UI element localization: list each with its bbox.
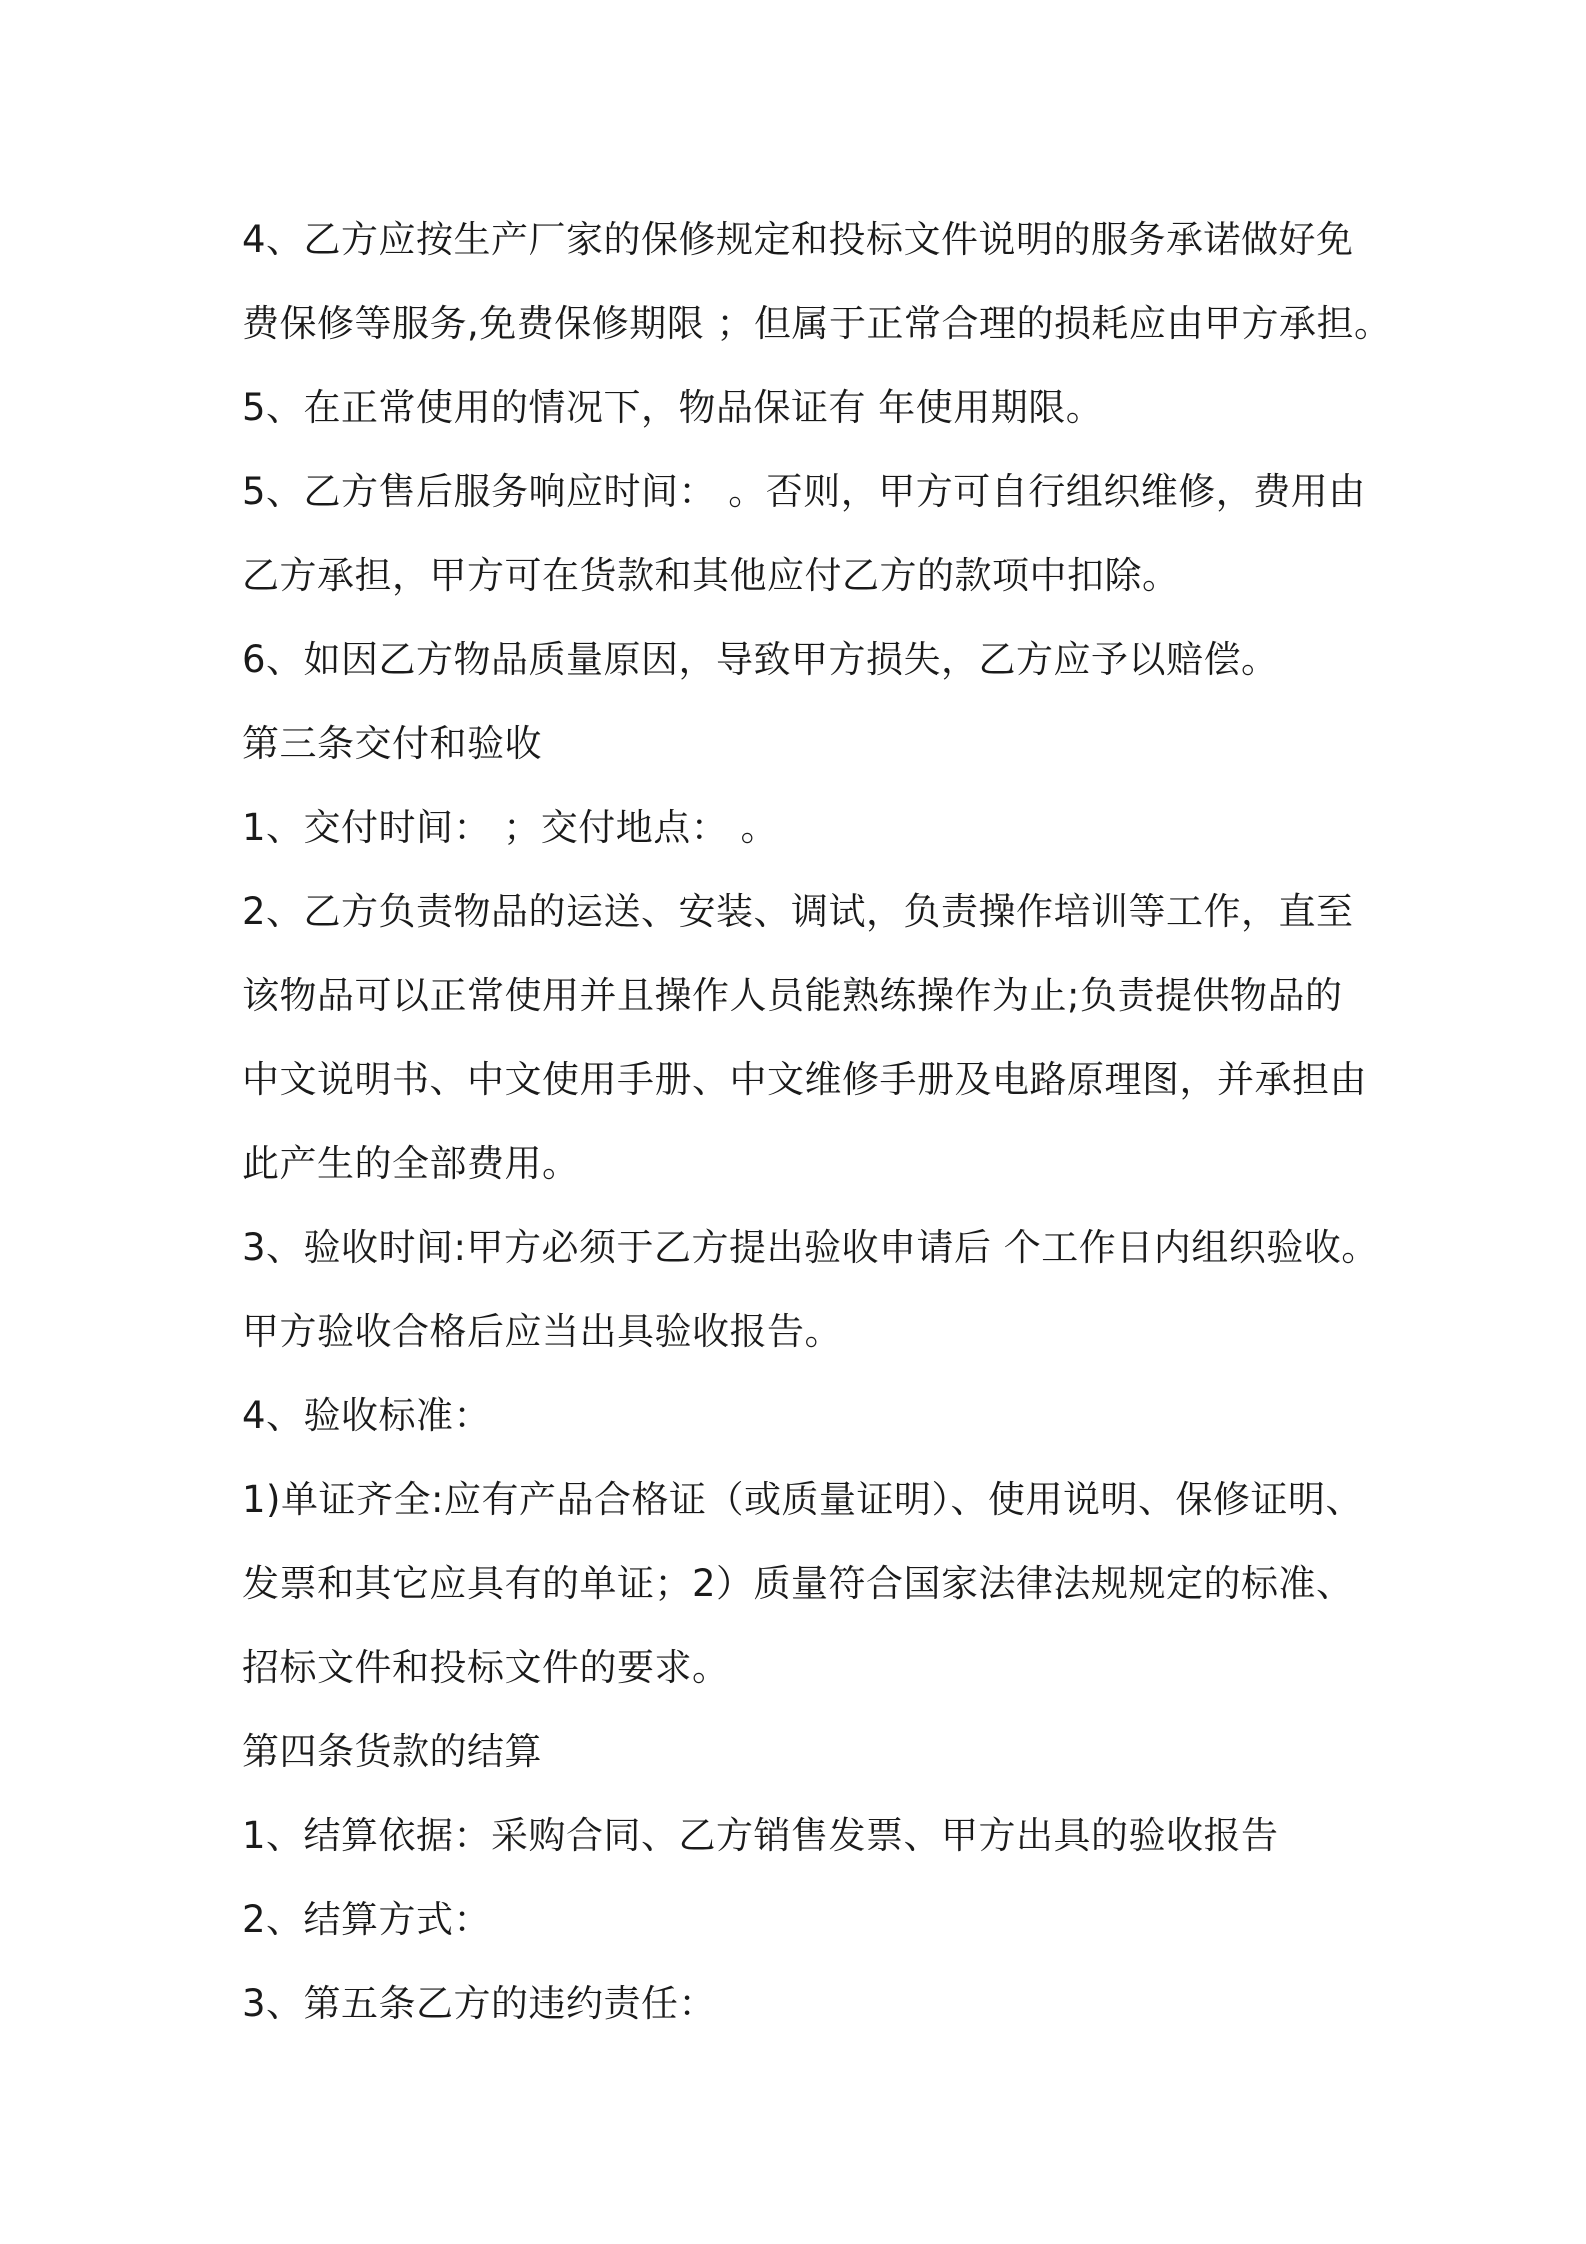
text-line: 5、乙方售后服务响应时间： 。否则，甲方可自行组织维修，费用由 xyxy=(242,470,1366,513)
text-line: 费保修等服务,免费保修期限 ；但属于正常合理的损耗应由甲方承担。 xyxy=(242,302,1392,345)
text-line: 甲方验收合格后应当出具验收报告。 xyxy=(242,1310,842,1353)
text-line: 3、第五条乙方的违约责任： xyxy=(242,1982,717,2025)
text-line: 1、结算依据：采购合同、乙方销售发票、甲方出具的验收报告 xyxy=(242,1814,1279,1857)
text-line: 发票和其它应具有的单证；2）质量符合国家法律法规规定的标准、 xyxy=(242,1562,1354,1605)
text-line: 6、如因乙方物品质量原因，导致甲方损失，乙方应予以赔偿。 xyxy=(242,638,1279,681)
text-line: 4、乙方应按生产厂家的保修规定和投标文件说明的服务承诺做好免 xyxy=(242,218,1354,261)
document-body xyxy=(242,198,1392,2046)
text-line: 1、交付时间： ；交付地点： 。 xyxy=(242,806,779,849)
text-line: 中文说明书、中文使用手册、中文维修手册及电路原理图，并承担由 xyxy=(242,1058,1367,1101)
text-line: 招标文件和投标文件的要求。 xyxy=(242,1646,730,1689)
text-line: 此产生的全部费用。 xyxy=(242,1142,580,1185)
text-line: 5、在正常使用的情况下，物品保证有 年使用期限。 xyxy=(242,386,1104,429)
text-line: 4、验收标准： xyxy=(242,1394,492,1437)
text-line: 该物品可以正常使用并且操作人员能熟练操作为止;负责提供物品的 xyxy=(242,974,1343,1017)
text-line: 乙方承担，甲方可在货款和其他应付乙方的款项中扣除。 xyxy=(242,554,1180,597)
text-line: 3、验收时间:甲方必须于乙方提出验收申请后 个工作日内组织验收。 xyxy=(242,1226,1379,1269)
text-line: 2、乙方负责物品的运送、安装、调试，负责操作培训等工作，直至 xyxy=(242,890,1354,933)
text-line: 1)单证齐全:应有产品合格证（或质量证明）、使用说明、保修证明、 xyxy=(242,1478,1363,1521)
text-line: 2、结算方式： xyxy=(242,1898,492,1941)
section-heading: 第四条货款的结算 xyxy=(242,1730,542,1773)
section-heading: 第三条交付和验收 xyxy=(242,722,542,765)
